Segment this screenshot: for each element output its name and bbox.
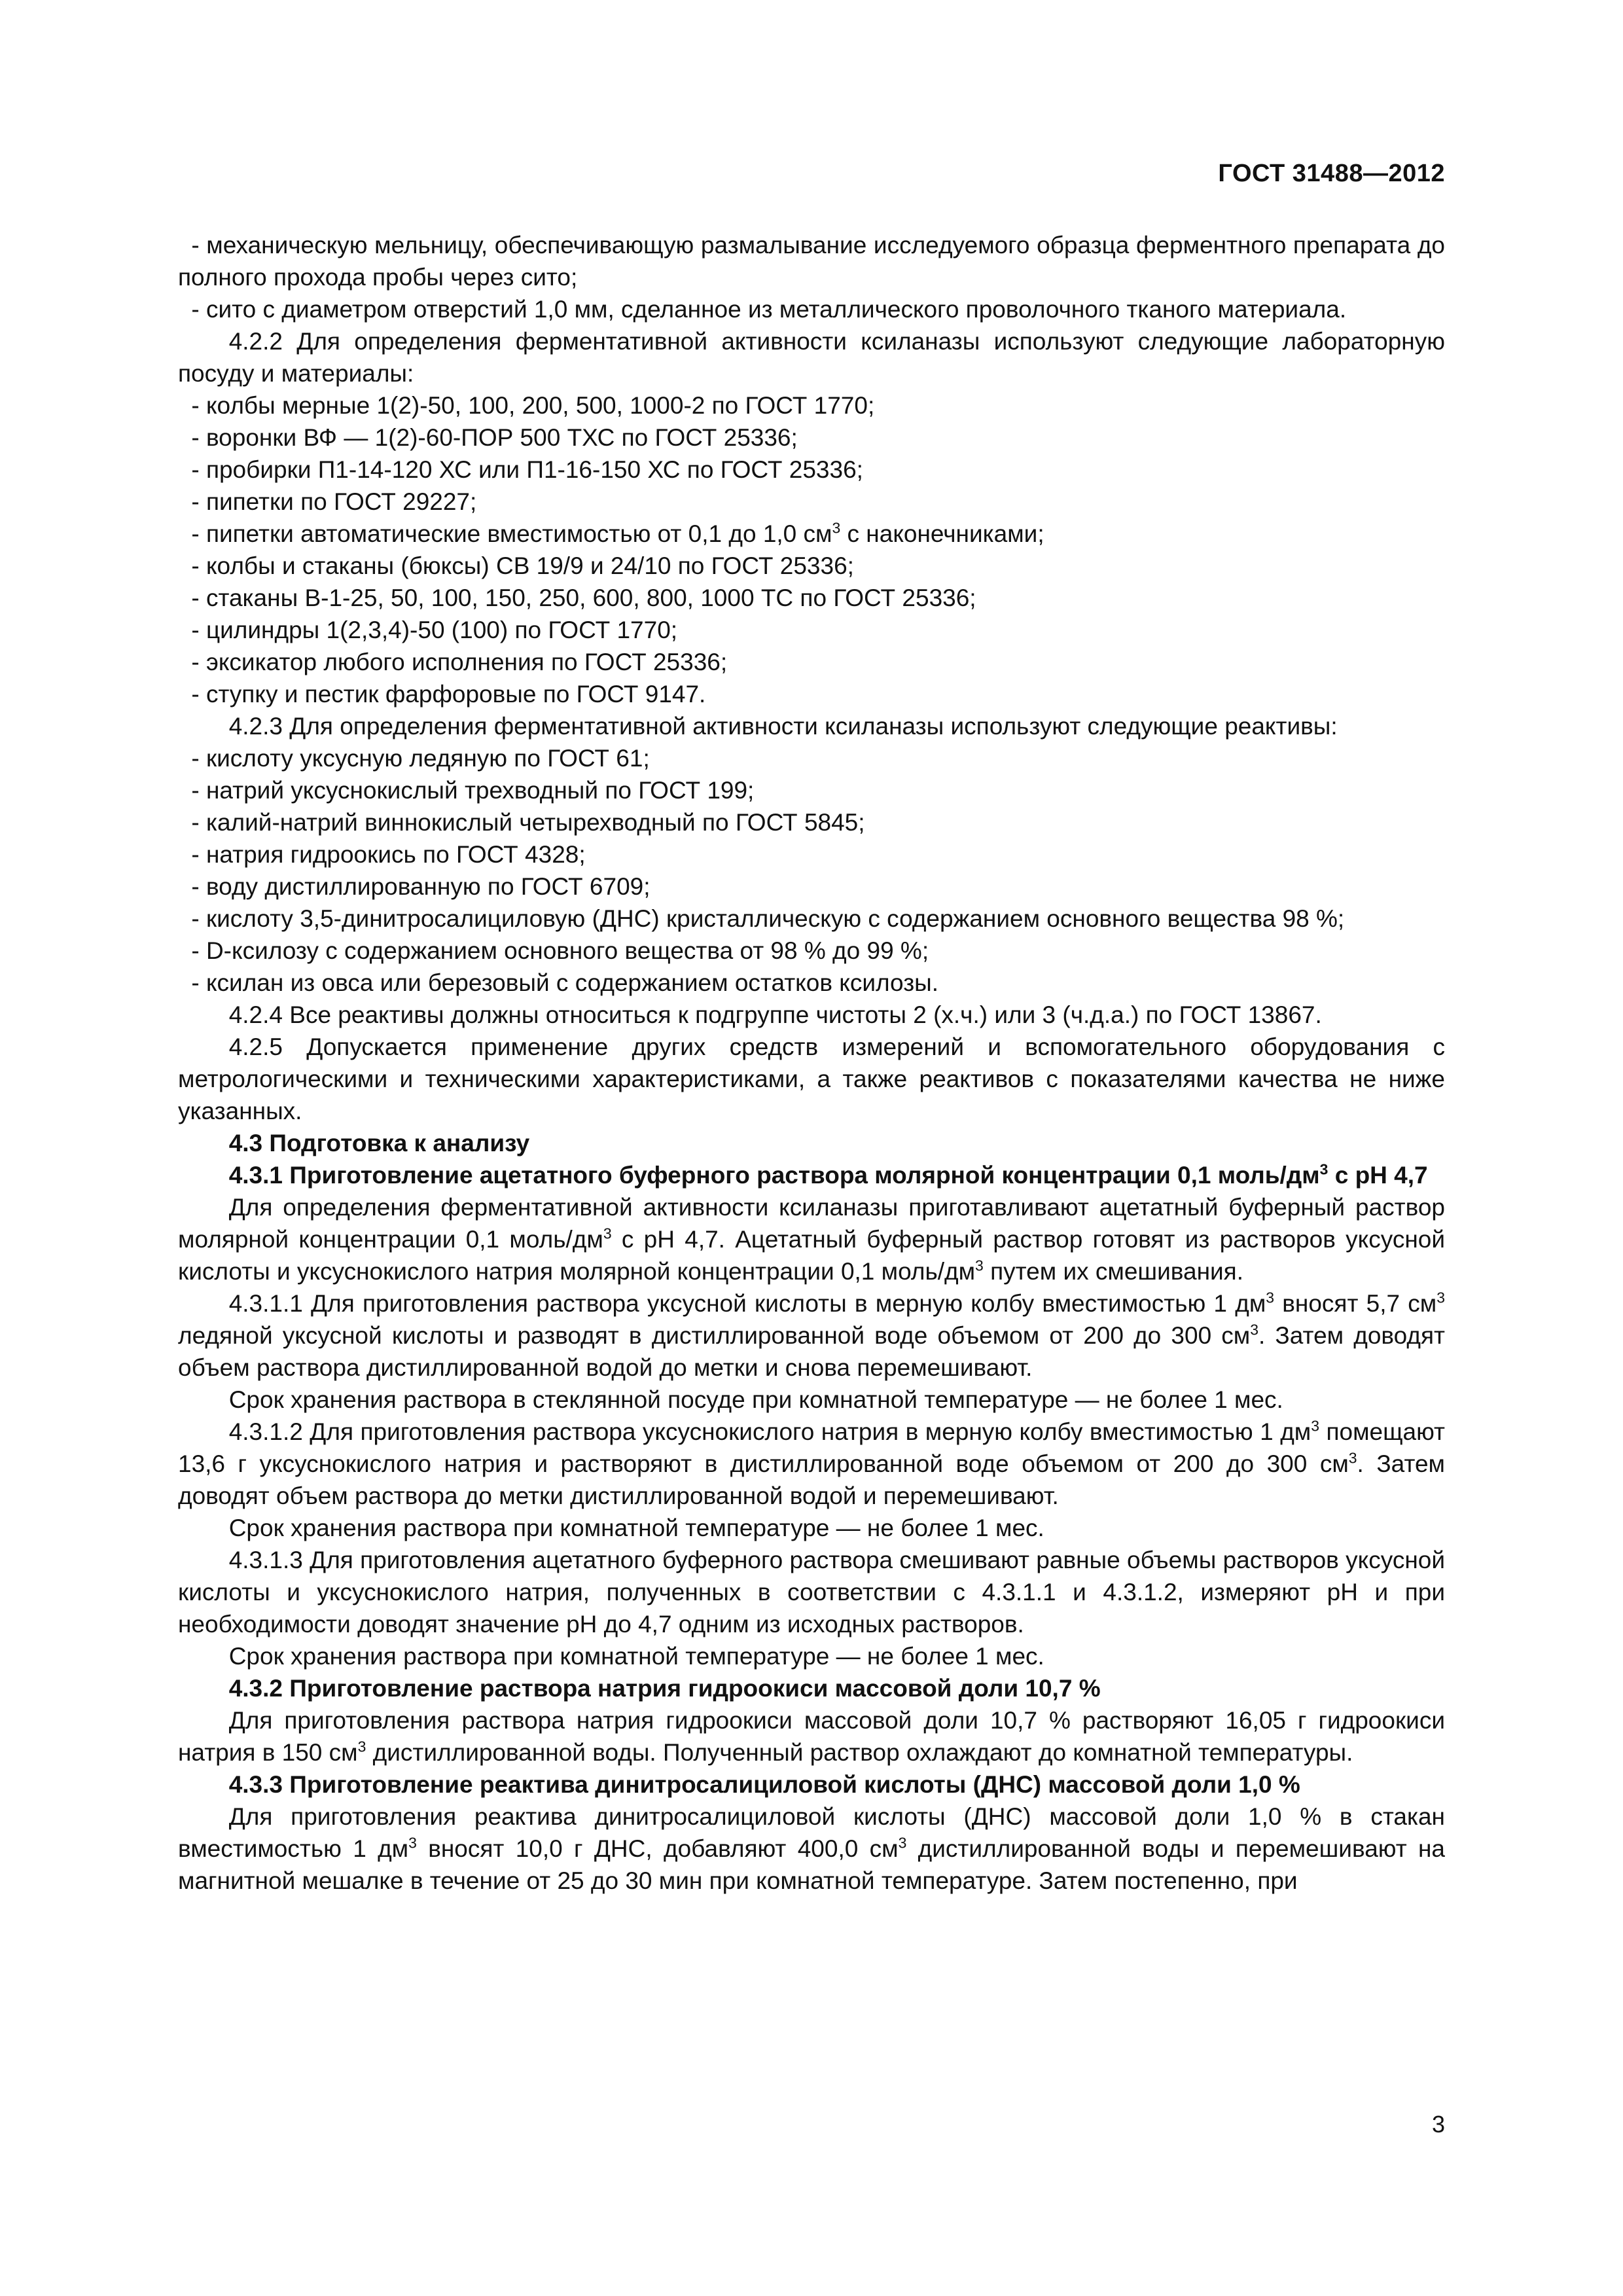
- paragraph: 4.2.4 Все реактивы должны относиться к подгруппе чистоты 2 (х.ч.) или 3 (ч.д.а.) по ГОСТ 13867.: [228, 1001, 1322, 1028]
- paragraph: - натрия гидроокись по ГОСТ 4328;: [191, 841, 586, 868]
- paragraph: - кислоту уксусную ледяную по ГОСТ 61;: [191, 745, 650, 772]
- paragraph: - воронки ВФ — 1(2)-60-ПОР 500 ТХС по ГОСТ 25336;: [191, 424, 798, 451]
- section-heading: 4.3.3 Приготовление реактива динитросалициловой кислоты (ДНС) массовой доли 1,0 %: [228, 1771, 1300, 1798]
- page-number: 3: [1431, 2111, 1445, 2138]
- section-heading: 4.3 Подготовка к анализу: [228, 1130, 530, 1157]
- section-heading: 4.3.2 Приготовление раствора натрия гидроокиси массовой доли 10,7 %: [228, 1675, 1101, 1702]
- paragraph: Для определения ферментативной активности ксиланазы приготавливают ацетатный буферный раствор молярной концентрации 0,1 моль/$дм^3$ с рН 4,7. Ацетатный буферный раствор готовят из растворов уксусной кислоты и уксуснокислого натрия молярной концентрации 0,1 моль/$дм^3$ путем их смешивания.: [178, 1194, 1446, 1285]
- paragraph: - стаканы В-1-25, 50, 100, 150, 250, 600, 800, 1000 ТС по ГОСТ 25336;: [191, 584, 976, 611]
- paragraph: - цилиндры 1(2,3,4)-50 (100) по ГОСТ 1770;: [191, 617, 678, 643]
- paragraph: - колбы и стаканы (бюксы) СВ 19/9 и 24/10 по ГОСТ 25336;: [191, 552, 854, 579]
- section-heading: 4.3.1 Приготовление ацетатного буферного раствора молярной концентрации 0,1 моль/$дм^3$ с рН 4,7: [228, 1160, 1428, 1189]
- paragraph: - пипетки по ГОСТ 29227;: [191, 488, 477, 515]
- paragraph: - ксилан из овса или березовый с содержанием остатков ксилозы.: [191, 969, 939, 996]
- paragraph: Срок хранения раствора в стеклянной посуде при комнатной температуре — не более 1 мес.: [228, 1386, 1283, 1413]
- paragraph: 4.3.1.1 Для приготовления раствора уксусной кислоты в мерную колбу вместимостью 1 $дм^3$ вносят 5,7 $см^3$ ледяной уксусной кислоты и разводят в дистиллированной воде объемом от 200 до 300 $см^3$. Затем доводят объем раствора дистиллированной водой до метки и снова перемешивают.: [178, 1289, 1445, 1381]
- paragraph: - воду дистиллированную по ГОСТ 6709;: [191, 873, 651, 900]
- paragraph: Для приготовления раствора натрия гидроокиси массовой доли 10,7 % растворяют 16,05 г гидроокиси натрия в 150 $см^3$ дистиллированной воды. Полученный раствор охлаждают до комнатной температуры.: [178, 1707, 1445, 1766]
- paragraph: 4.3.1.2 Для приготовления раствора уксуснокислого натрия в мерную колбу вместимостью 1 $дм^3$ помещают 13,6 г уксуснокислого натрия и растворяют в дистиллированной воде объемом от 200 до 300 $см^3$. Затем доводят объем раствора до метки дистиллированной водой и перемешивают.: [178, 1417, 1445, 1509]
- paragraph: - калий-натрий виннокислый четырехводный по ГОСТ 5845;: [191, 809, 865, 836]
- paragraph: - ступку и пестик фарфоровые по ГОСТ 9147.: [191, 681, 706, 708]
- paragraph: Для приготовления реактива динитросалициловой кислоты (ДНС) массовой доли 1,0 % в стакан вместимостью 1 $дм^3$ вносят 10,0 г ДНС, добавляют 400,0 $см^3$ дистиллированной воды и перемешивают на магнитной мешалке в течение от 25 до 30 мин при комнатной температуре. Затем постепенно, при: [178, 1803, 1446, 1894]
- paragraph: - пробирки П1-14-120 ХС или П1-16-150 ХС по ГОСТ 25336;: [191, 456, 863, 483]
- paragraph: - натрий уксуснокислый трехводный по ГОСТ 199;: [191, 777, 755, 804]
- paragraph: - D-ксилозу с содержанием основного вещества от 98 % до 99 %;: [191, 937, 929, 964]
- paragraph: 4.2.3 Для определения ферментативной активности ксиланазы используют следующие реактивы:: [228, 713, 1338, 740]
- paragraph: Срок хранения раствора при комнатной температуре — не более 1 мес.: [228, 1643, 1044, 1670]
- paragraph: - эксикатор любого исполнения по ГОСТ 25336;: [191, 649, 728, 675]
- paragraph: - механическую мельницу, обеспечивающую размалывание исследуемого образца ферментного препарата до полного прохода пробы через сито;: [178, 232, 1445, 291]
- paragraph: 4.2.2 Для определения ферментативной активности ксиланазы используют следующие лабораторную посуду и материалы:: [178, 328, 1445, 387]
- document-header-id: ГОСТ 31488—2012: [1218, 160, 1445, 187]
- paragraph: 4.3.1.3 Для приготовления ацетатного буферного раствора смешивают равные объемы растворов уксусной кислоты и уксуснокислого натрия, полученных в соответствии с 4.3.1.1 и 4.3.1.2, измеряют рН и при необходимости доводят значение рН до 4,7 одним из исходных растворов.: [178, 1547, 1445, 1638]
- paragraph: Срок хранения раствора при комнатной температуре — не более 1 мес.: [228, 1515, 1044, 1541]
- document-body: [178, 229, 1445, 1897]
- paragraph: - колбы мерные 1(2)-50, 100, 200, 500, 1000-2 по ГОСТ 1770;: [191, 392, 875, 419]
- paragraph: - пипетки автоматические вместимостью от 0,1 до 1,0 $см^3$ с наконечниками;: [191, 519, 1044, 547]
- paragraph: 4.2.5 Допускается применение других средств измерений и вспомогательного оборудования с метрологическими и техническими характеристиками, а также реактивов с показателями качества не ниже указанных.: [178, 1033, 1445, 1124]
- paragraph: - кислоту 3,5-динитросалициловую (ДНС) кристаллическую с содержанием основного вещества 98 %;: [191, 905, 1345, 932]
- paragraph: - сито с диаметром отверстий 1,0 мм, сделанное из металлического проволочного тканого материала.: [191, 296, 1347, 323]
